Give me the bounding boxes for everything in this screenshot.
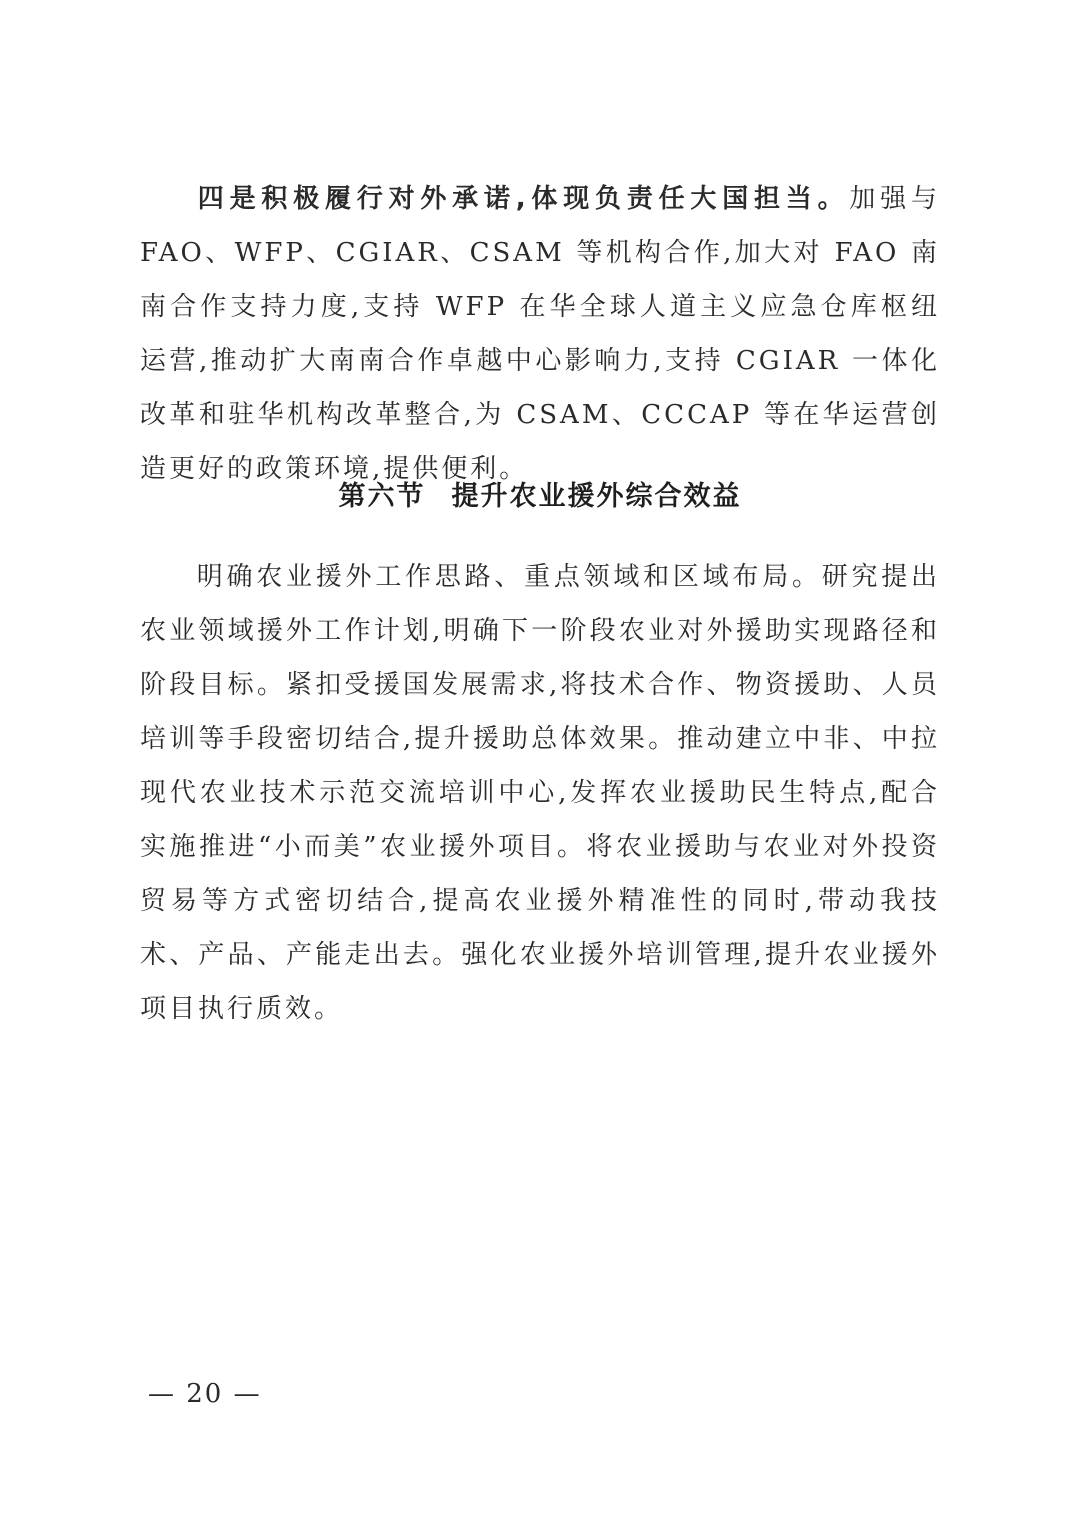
section-number: 第六节 (338, 481, 426, 512)
page-number: — 20 — (148, 1379, 262, 1409)
paragraph-lead-sentence: 四是积极履行对外承诺,体现负责任大国担当。 (196, 184, 850, 214)
paragraph-body: 明确农业援外工作思路、重点领域和区域布局。研究提出农业领域援外工作计划,明确下一阶段农业对外援助实现路径和阶段目标。紧扣受援国发展需求,将技术合作、物资援助、人员培训等手段密切结合,提升援助总体效果。推动建立中非、中拉现代农业技术示范交流培训中心,发挥农业援助民生特点,配合实施推进“小而美”农业援外项目。将农业援助与农业对外投资贸易等方式密切结合,提高农业援外精准性的同时,带动我技术、产品、产能走出去。强化农业援外培训管理,提升农业援外项目执行质效。 (140, 562, 940, 1024)
paragraph-foreign-aid (140, 550, 940, 1036)
section-title: 提升农业援外综合效益 (451, 481, 742, 512)
paragraph-body: 加强与 FAO、WFP、CGIAR、CSAM 等机构合作,加大对 FAO 南南合作支持力度,支持 WFP 在华全球人道主义应急仓库枢纽运营,推动扩大南南合作卓越中心影响力,支持 CGIAR 一体化改革和驻华机构改革整合,为 CSAM、CCCAP 等在华运营创造更好的政策环境,提供便利。 (140, 184, 940, 484)
paragraph-commitments (140, 172, 940, 496)
section-heading (0, 472, 1080, 522)
